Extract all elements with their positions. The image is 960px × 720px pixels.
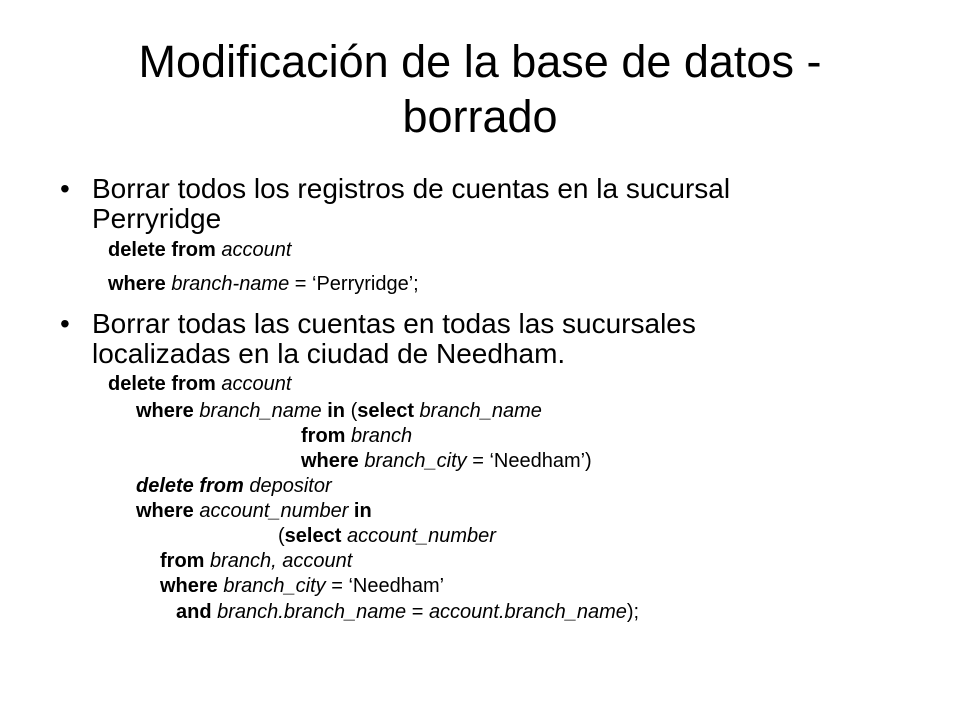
- sql-identifier: branch-name: [171, 273, 290, 295]
- code-2-line-6: [136, 499, 372, 524]
- sql-text: = ‘Perryridge’;: [289, 273, 419, 295]
- bullet-2-text: [92, 309, 872, 369]
- sql-identifier: branch_city: [223, 575, 326, 597]
- sql-text: = ‘Needham’: [325, 575, 445, 597]
- sql-text: = ‘Needham’): [466, 450, 592, 472]
- sql-keyword: where: [136, 500, 194, 522]
- sql-keyword: select: [284, 525, 342, 547]
- sql-keyword: where: [301, 450, 359, 472]
- sql-text: =: [406, 601, 429, 623]
- code-2-line-10: [176, 600, 639, 625]
- sql-keyword: select: [357, 400, 414, 422]
- sql-identifier: depositor: [249, 475, 332, 497]
- code-2-line-2: [136, 399, 542, 424]
- bullet-marker: •: [60, 308, 70, 339]
- code-2-line-4: [301, 449, 592, 474]
- sql-keyword: delete from: [108, 373, 216, 395]
- bullet-2-line-1: Borrar todas las cuentas en todas las sucursales: [92, 308, 696, 339]
- code-2-line-5: [136, 474, 332, 499]
- sql-identifier: branch, account: [210, 550, 353, 572]
- sql-text: );: [626, 601, 640, 623]
- sql-identifier: branch_name: [199, 400, 322, 422]
- title-line-1: Modificación de la base de datos -: [138, 36, 822, 87]
- sql-keyword: delete from: [108, 239, 216, 261]
- code-2-line-1: [108, 372, 291, 397]
- code-2-line-9: [160, 574, 444, 599]
- sql-identifier: account: [221, 373, 292, 395]
- sql-keyword: in: [327, 400, 346, 422]
- sql-keyword: where: [108, 273, 166, 295]
- sql-keyword: where: [136, 400, 194, 422]
- bullet-1-line-1: Borrar todos los registros de cuentas en la sucursal: [92, 173, 731, 204]
- code-2-line-7: [278, 524, 496, 549]
- bullet-1-line-2: Perryridge: [92, 203, 222, 234]
- sql-identifier: account_number: [346, 525, 496, 547]
- sql-identifier: branch_city: [364, 450, 467, 472]
- code-1-line-2: [108, 272, 419, 297]
- code-2-line-3: [301, 424, 412, 449]
- sql-keyword: where: [160, 575, 218, 597]
- sql-identifier: account: [221, 239, 292, 261]
- sql-text: (: [278, 525, 285, 547]
- sql-keyword: [136, 475, 244, 497]
- sql-keyword: in: [353, 500, 372, 522]
- bullet-marker: •: [60, 173, 70, 204]
- bullet-1-text: [92, 174, 872, 234]
- slide-title: [40, 34, 920, 144]
- sql-keyword: from: [160, 550, 205, 572]
- sql-identifier: account.branch_name: [428, 601, 627, 623]
- sql-keyword: from: [301, 425, 346, 447]
- bullet-2-line-2: localizadas en la ciudad de Needham.: [92, 338, 566, 369]
- sql-identifier: branch: [351, 425, 413, 447]
- sql-keyword-italic: delete from: [136, 475, 244, 497]
- code-2-line-8: [160, 549, 352, 574]
- sql-identifier: account_number: [199, 500, 349, 522]
- sql-identifier: branch_name: [419, 400, 542, 422]
- sql-identifier: branch.branch_name: [217, 601, 407, 623]
- title-line-2: borrado: [402, 91, 558, 142]
- sql-keyword: and: [176, 601, 212, 623]
- code-1-line-1: [108, 238, 291, 263]
- sql-text: (: [350, 400, 358, 422]
